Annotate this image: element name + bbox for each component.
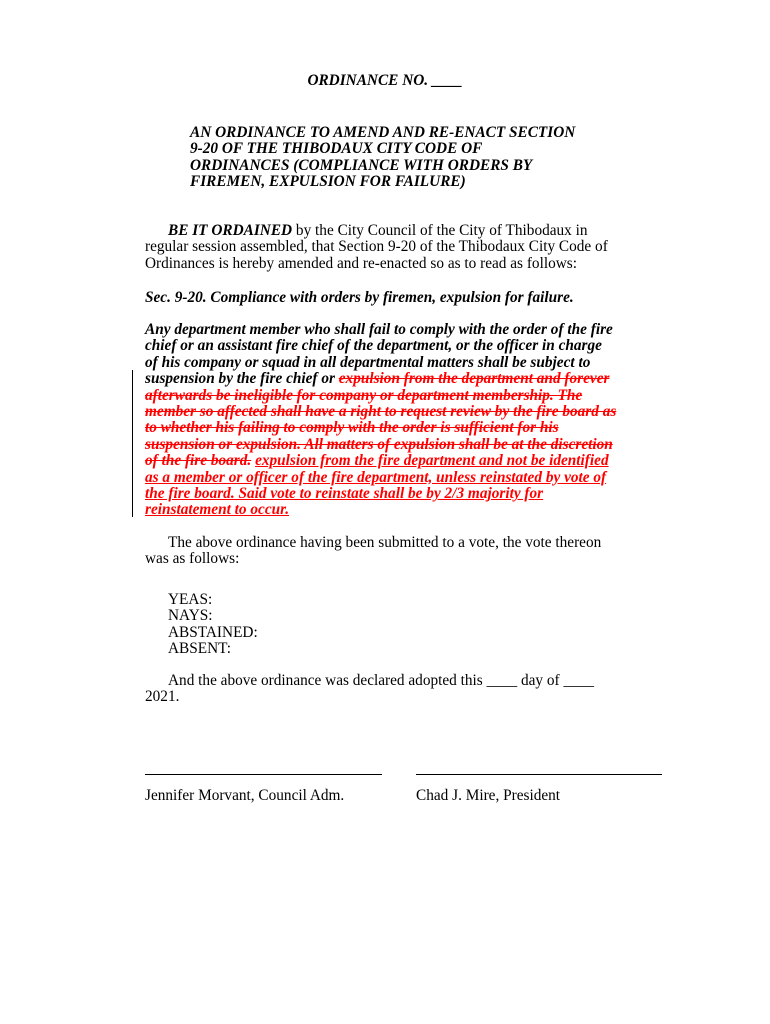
heading-line: ORDINANCES (COMPLIANCE WITH ORDERS BY <box>190 156 533 174</box>
tally-yeas: YEAS: <box>168 591 213 608</box>
body-line <box>145 371 705 387</box>
ordinance-number-title: ORDINANCE NO. ____ <box>307 72 463 89</box>
adoption-line: 2021. <box>145 688 180 706</box>
adoption-statement <box>145 673 705 706</box>
left-signature-line <box>145 774 382 775</box>
deleted-text: expulsion from the department and forever <box>338 370 610 388</box>
deleted-line: member so affected shall have a right to request review by the fire board as <box>145 403 617 421</box>
enacting-text: by the City Council of the City of Thibodaux in <box>292 222 588 239</box>
enacting-clause <box>145 223 705 272</box>
heading-line: 9-20 OF THE THIBODAUX CITY CODE OF <box>190 140 483 158</box>
section-title: Sec. 9-20. Compliance with orders by firemen, expulsion for failure. <box>145 289 574 306</box>
enacting-line: regular session assembled, that Section 9-20 of the Thibodaux City Code of <box>145 238 608 256</box>
deleted-text: of the fire board. <box>145 452 252 470</box>
inserted-line: reinstatement to occur. <box>145 501 290 519</box>
deleted-line: afterwards be ineligible for company or department membership. The <box>145 386 583 404</box>
kept-text: suspension by the fire chief or <box>145 370 339 388</box>
tally-nays: NAYS: <box>168 607 213 625</box>
ordinance-heading <box>190 125 690 191</box>
inserted-line: the fire board. Said vote to reinstate shall be by 2/3 majority for <box>145 485 544 503</box>
enacting-line: Ordinances is hereby amended and re-enacted so as to read as follows: <box>145 254 577 272</box>
enacting-line <box>145 223 705 239</box>
deleted-line: suspension or expulsion. All matters of expulsion shall be at the discretion <box>145 435 613 453</box>
body-line: chief or an assistant fire chief of the department, or the officer in charge <box>145 337 602 355</box>
inserted-line: as a member or officer of the fire department, unless reinstated by vote of <box>145 468 607 486</box>
body-line <box>145 453 705 469</box>
body-line: of his company or squad in all departmental matters shall be subject to <box>145 353 591 371</box>
adoption-line: And the above ordinance was declared adopted this ____ day of ____ <box>168 672 595 689</box>
heading-line: AN ORDINANCE TO AMEND AND RE-ENACT SECTION <box>190 124 576 141</box>
be-it-ordained: BE IT ORDAINED <box>168 222 293 239</box>
tally-absent: ABSENT: <box>168 640 231 658</box>
body-line: Any department member who shall fail to comply with the order of the fire <box>145 321 613 338</box>
deleted-line: to whether his failing to comply with the order is sufficient for his <box>145 419 559 437</box>
vote-statement <box>145 535 705 568</box>
section-body <box>145 322 705 519</box>
revision-bar <box>132 370 133 517</box>
inserted-text: expulsion from the fire department and not be identified <box>255 452 609 470</box>
heading-line: FIREMEN, EXPULSION FOR FAILURE) <box>190 173 466 191</box>
tally-abstained: ABSTAINED: <box>168 623 258 641</box>
vote-line: was as follows: <box>145 550 240 568</box>
right-signatory-name: Chad J. Mire, President <box>416 787 561 804</box>
left-signatory-name: Jennifer Morvant, Council Adm. <box>145 787 345 804</box>
right-signature-line <box>416 774 662 775</box>
vote-tally <box>168 592 258 658</box>
vote-line: The above ordinance having been submitted to a vote, the vote thereon <box>168 534 602 551</box>
